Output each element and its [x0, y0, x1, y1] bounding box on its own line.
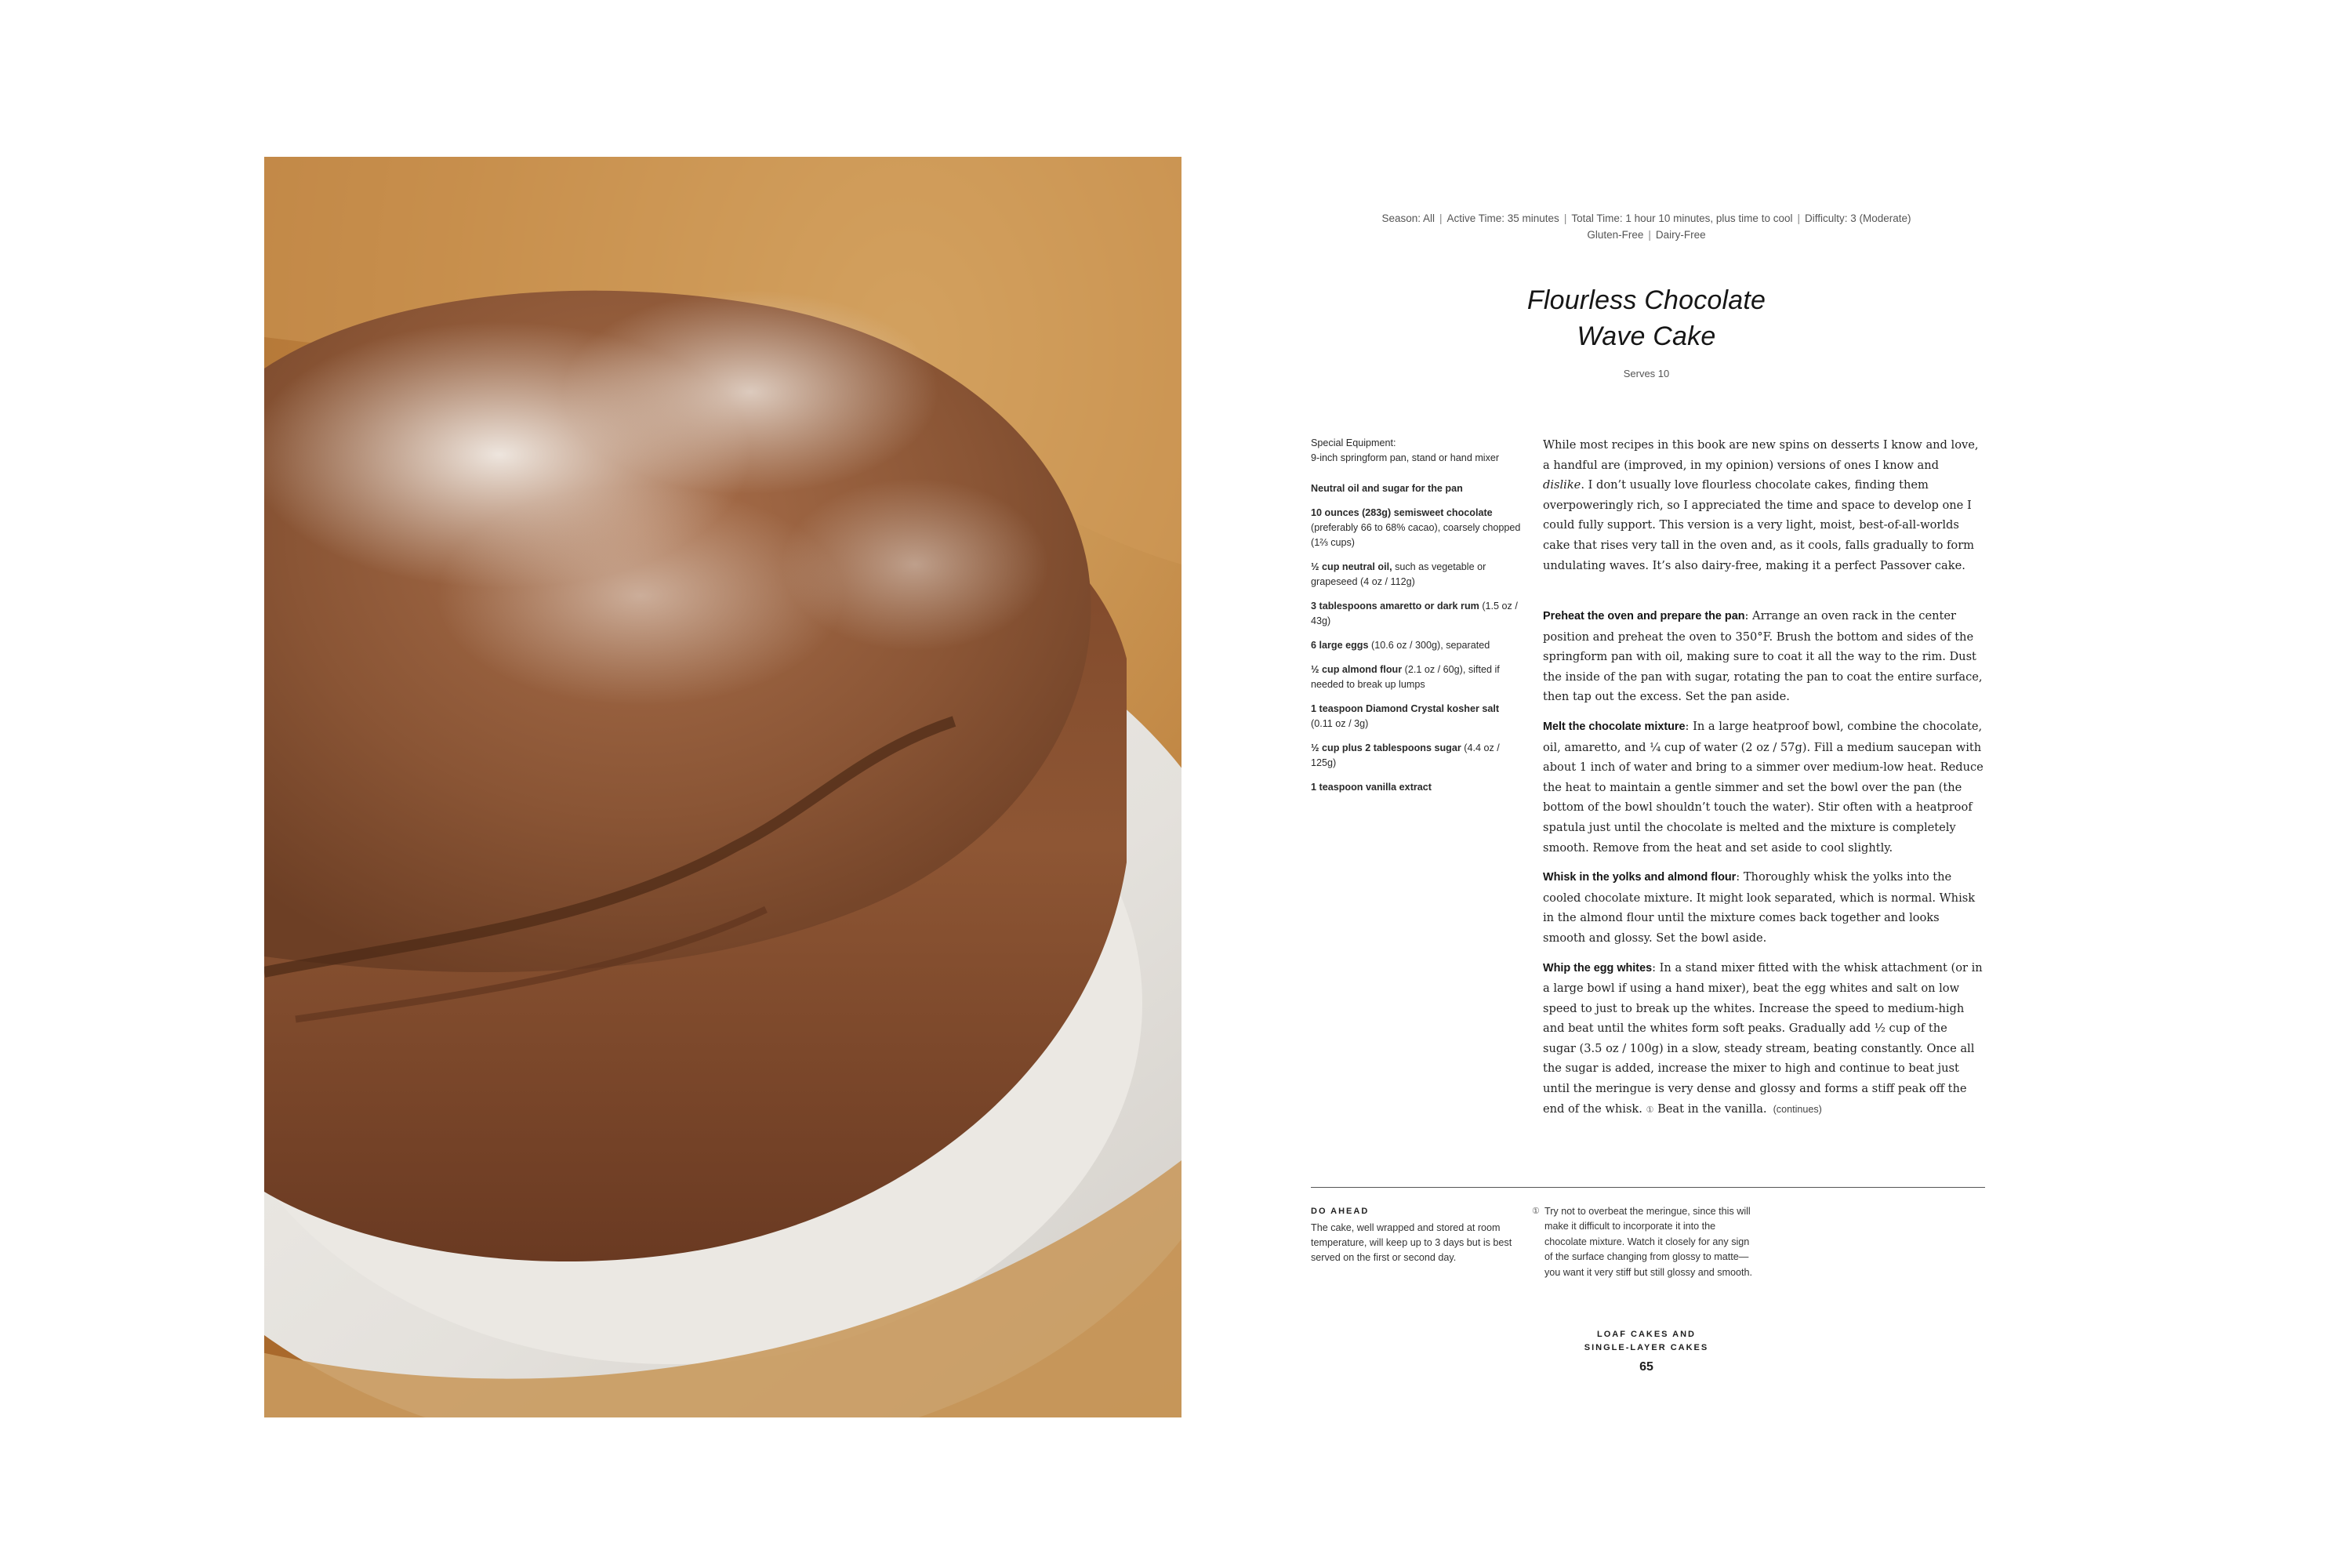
method-step — [1543, 867, 1984, 948]
ingredient-detail: (0.11 oz / 3g) — [1311, 718, 1369, 729]
meta-dairy-free: Dairy-Free — [1655, 229, 1706, 241]
meta-separator: | — [1439, 212, 1443, 224]
ingredient-detail: (2.1 oz / 60g), sifted if needed to break up lumps — [1311, 664, 1500, 690]
recipe-title-line2: Wave Cake — [1577, 321, 1716, 351]
tip-icon: ① — [1532, 1207, 1540, 1216]
recipe-intro — [1543, 435, 1984, 581]
step-heading: Melt the chocolate mixture — [1543, 720, 1686, 733]
ingredient-detail: (10.6 oz / 300g), separated — [1368, 640, 1490, 651]
tip-marker-icon: ① — [1646, 1105, 1654, 1115]
step-heading: Whisk in the yolks and almond flour — [1543, 871, 1737, 884]
recipe-meta-diet — [1294, 229, 1999, 241]
ingredient-item — [1311, 702, 1521, 731]
meta-separator: | — [1797, 212, 1800, 224]
cake-illustration — [264, 157, 1181, 1417]
intro-emphasis: dislike — [1543, 478, 1581, 492]
ingredient-detail: (1.5 oz / 43g) — [1311, 601, 1518, 626]
meta-difficulty: Difficulty: 3 (Moderate) — [1804, 212, 1911, 224]
step-text: : In a stand mixer fitted with the whisk attachment (or in a large bowl if using a hand mixer), beat the egg whites and salt on low speed to just to break up the whites. Increase the speed to medium-high and beat until the whites form soft peaks. Gradually add ½ cup of the sugar (3.5 oz / 100g) in a slow, steady stream, beating constantly. Once all the sugar is added, increase the mixer to high and continue to beat just until the meringue is very dense and glossy and forms a stiff peak off the end of the whisk. — [1543, 960, 1983, 1116]
method-step — [1543, 606, 1984, 707]
ingredient-item — [1311, 506, 1521, 550]
ingredient-name: ½ cup almond flour — [1311, 664, 1403, 675]
ingredient-name: 1 teaspoon Diamond Crystal kosher salt — [1311, 703, 1500, 714]
cake-photo — [264, 157, 1181, 1417]
ingredients-column — [1311, 436, 1521, 804]
ingredient-item — [1311, 662, 1521, 692]
step-text: : Arrange an oven rack in the center position and preheat the oven to 350°F. Brush the bottom and sides of the springform pan with oil, making sure to coat it all the way to the rim. Dust the inside of the pan with sugar, rotating the pan to coat the entire surface, then tap out the excess. Set the pan aside. — [1543, 609, 1983, 704]
recipe-title-line1: Flourless Chocolate — [1526, 285, 1766, 315]
method-step — [1543, 958, 1984, 1121]
ingredient-name: 10 ounces (283g) semisweet chocolate — [1311, 507, 1493, 518]
special-equipment — [1311, 436, 1521, 466]
ingredient-item — [1311, 560, 1521, 590]
ingredient-name: Neutral oil and sugar for the pan — [1311, 483, 1463, 494]
ingredient-name: ½ cup plus 2 tablespoons sugar — [1311, 742, 1461, 753]
ingredient-name: 6 large eggs — [1311, 640, 1369, 651]
ingredient-name: ½ cup neutral oil, — [1311, 561, 1392, 572]
do-ahead-note — [1311, 1204, 1515, 1265]
meta-active-time: Active Time: 35 minutes — [1446, 212, 1559, 224]
do-ahead-text: The cake, well wrapped and stored at room temperature, will keep up to 3 days but is best served on the first or second day. — [1311, 1222, 1512, 1263]
ingredient-item — [1311, 638, 1521, 653]
tip-note — [1532, 1204, 1759, 1280]
recipe-method — [1543, 435, 1984, 1130]
do-ahead-heading: DO AHEAD — [1311, 1207, 1370, 1216]
section-divider — [1311, 1187, 1985, 1188]
page-number: 65 — [1639, 1360, 1653, 1374]
section-name — [1529, 1328, 1764, 1355]
ingredient-list — [1311, 481, 1521, 795]
meta-separator: | — [1563, 212, 1567, 224]
ingredient-detail: (4.4 oz / 125g) — [1311, 742, 1500, 768]
special-equipment-heading: Special Equipment: — [1311, 437, 1396, 448]
meta-gluten-free: Gluten-Free — [1587, 229, 1644, 241]
recipe-title — [1372, 282, 1921, 354]
continues-label: (continues) — [1773, 1103, 1822, 1115]
meta-total-time: Total Time: 1 hour 10 minutes, plus time to cool — [1571, 212, 1793, 224]
ingredient-detail: (preferably 66 to 68% cacao), coarsely chopped (1⅔ cups) — [1311, 522, 1521, 548]
section-name-line2: SINGLE-LAYER CAKES — [1584, 1343, 1709, 1352]
method-step — [1543, 717, 1984, 858]
ingredient-detail: such as vegetable or grapeseed (4 oz / 112g) — [1311, 561, 1486, 587]
meta-separator: | — [1648, 229, 1651, 241]
section-name-line1: LOAF CAKES AND — [1597, 1330, 1696, 1339]
ingredient-item — [1311, 599, 1521, 629]
ingredient-item — [1311, 741, 1521, 771]
ingredient-item — [1311, 481, 1521, 496]
intro-text-a: While most recipes in this book are new spins on desserts I know and love, a handful are (improved, in my opinion) versions of ones I know and — [1543, 438, 1979, 472]
tip-text: Try not to overbeat the meringue, since this will make it difficult to incorporate it into the chocolate mixture. Watch it closely for any sign of the surface changing from glossy to matte—you want it very stiff but still glossy and smooth. — [1544, 1206, 1753, 1278]
ingredient-name: 3 tablespoons amaretto or dark rum — [1311, 601, 1479, 612]
ingredient-item — [1311, 780, 1521, 795]
intro-text-b: . I don’t usually love flourless chocolate cakes, finding them overpoweringly rich, so I appreciated the time and space to develop one I could fully support. This version is a very light, moist, best-of-all-worlds cake that rises very tall in the oven and, as it cools, falls gradually to form undulating waves. It’s also dairy-free, making it a perfect Passover cake. — [1543, 478, 1975, 572]
recipe-meta-times — [1294, 212, 1999, 224]
recipe-serves: Serves 10 — [1623, 368, 1670, 379]
step-heading: Preheat the oven and prepare the pan — [1543, 610, 1745, 622]
step-text: : In a large heatproof bowl, combine the chocolate, oil, amaretto, and ¼ cup of water (2 oz / 57g). Fill a medium saucepan with about 1 inch of water and bring to a simmer over medium-low heat. Reduce the heat to maintain a gentle simmer and set the bowl over the pan (the bottom of the bowl shouldn’t touch the water). Stir often with a heatproof spatula just until the chocolate is melted and the mixture is completely smooth. Remove from the heat and set aside to cool slightly. — [1543, 719, 1984, 855]
special-equipment-text: 9-inch springform pan, stand or hand mixer — [1311, 452, 1500, 463]
step-heading: Whip the egg whites — [1543, 961, 1653, 975]
meta-season: Season: All — [1381, 212, 1435, 224]
step-text: : Thoroughly whisk the yolks into the cooled chocolate mixture. It might look separated, which is normal. Whisk in the almond flour until the mixture comes back together and looks smooth and glossy. Set the bowl aside. — [1543, 870, 1976, 945]
step-text-after: Beat in the vanilla. — [1653, 1102, 1767, 1116]
ingredient-name: 1 teaspoon vanilla extract — [1311, 782, 1432, 793]
